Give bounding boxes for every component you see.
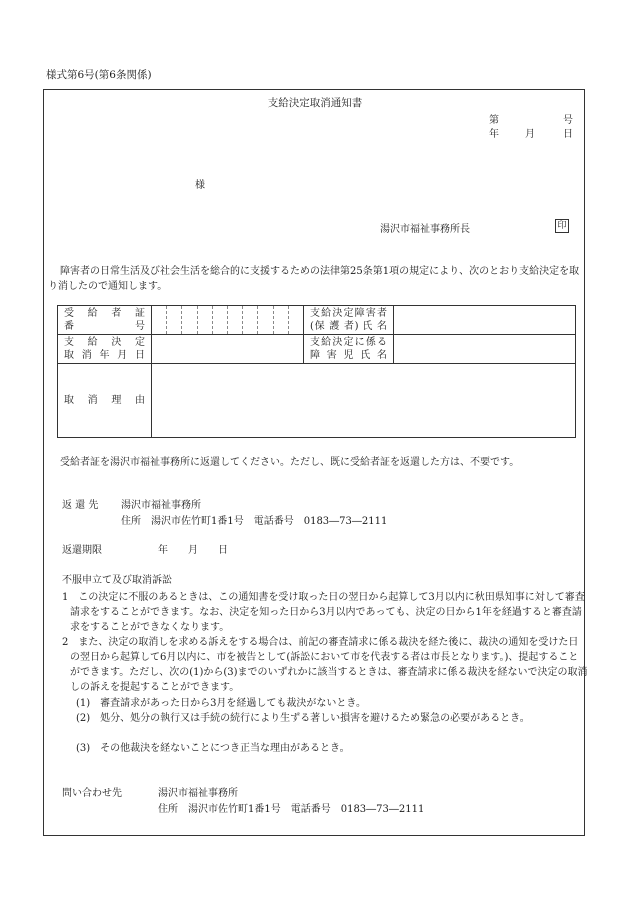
cancel-reason-label-text: 取 消 理 由 — [64, 395, 145, 406]
disabled-person-name-value[interactable] — [394, 306, 576, 335]
recipient-number-label-line2: 番 号 — [64, 321, 145, 332]
cancel-reason-value[interactable] — [152, 364, 576, 438]
disabled-person-label-line1: 支給決定障害者 — [310, 308, 387, 319]
date-year: 年 — [489, 129, 499, 140]
document-title: 支給決定取消通知書 — [267, 97, 363, 109]
cancel-date-label — [58, 335, 152, 364]
addressee-honorific: 様 — [195, 180, 205, 191]
seal-stamp-box: 印 — [555, 219, 569, 233]
child-name-label-line1: 支給決定に係る — [310, 337, 387, 348]
appeal-subitem-1: (1) 審査請求があった日から3月を経過しても裁決がないとき。 — [76, 698, 367, 709]
contact-address: 住所 湯沢市佐竹町1番1号 電話番号 0183―73―2111 — [158, 804, 425, 815]
appeal-title: 不服申立て及び取消訴訟 — [62, 575, 172, 586]
return-to-address: 住所 湯沢市佐竹町1番1号 電話番号 0183―73―2111 — [121, 516, 388, 527]
cancel-reason-label — [58, 364, 152, 438]
child-name-label — [304, 335, 394, 364]
child-name-label-line2: 障 害 児 氏 名 — [310, 350, 387, 361]
issuer-name: 湯沢市福祉事務所長 — [380, 224, 470, 235]
date-month: 月 — [525, 129, 535, 140]
number-prefix: 第 — [489, 115, 499, 126]
recipient-number-cells[interactable] — [152, 306, 304, 335]
contact-label: 問い合わせ先 — [62, 788, 122, 799]
appeal-item-1: 1 この決定に不服のあるときは、この通知書を受け取った日の翌日から起算して3月以内に秋田県知事に対して審査請求をすることができます。なお、決定を知った日から3月以内であっても、決定の日から1年を経過すると審査請求をすることができなくなります。 — [62, 592, 585, 633]
recipient-number-label-line1: 受 給 者 証 — [64, 308, 145, 319]
return-to-name: 湯沢市福祉事務所 — [121, 500, 201, 511]
recipient-number-label — [58, 306, 152, 335]
appeal-item-2: 2 また、決定の取消しを求める訴えをする場合は、前記の審査請求に係る裁決を経た後に、裁決の通知を受けた日の翌日から起算して6月以内に、市を被告として(訴訟において市を代表する者は市長となります。)、提起することができます。ただし、次の(1)から(3)までのいずれかに該当するときは、審査請求に係る裁決を経ないで決定の取消しの訴えを提起することができます。 — [62, 637, 588, 693]
date-day: 日 — [563, 129, 573, 140]
number-suffix: 号 — [563, 115, 573, 126]
intro-paragraph: 障害者の日常生活及び社会生活を総合的に支援するための法律第25条第1項の規定により、次のとおり支給決定を取り消したので通知します。 — [48, 266, 580, 292]
contact-name: 湯沢市福祉事務所 — [158, 788, 238, 799]
appeal-subitem-3: (3) その他裁決を経ないことにつき正当な理由があるとき。 — [76, 743, 350, 754]
cancel-date-value[interactable] — [152, 335, 304, 364]
deadline-date: 年 月 日 — [158, 545, 228, 556]
return-notice-paragraph: 受給者証を湯沢市福祉事務所に返還してください。ただし、既に受給者証を返還した方は、不要です。 — [60, 457, 520, 468]
cancel-date-label-line1: 支 給 決 定 — [64, 337, 145, 348]
recipient-info-table — [57, 305, 576, 438]
cancel-date-label-line2: 取 消 年 月 日 — [64, 350, 145, 361]
appeal-subitem-2: (2) 処分、処分の執行又は手続の続行により生ずる著しい損害を避けるため緊急の必要があるとき。 — [76, 713, 530, 724]
return-to-label: 返 還 先 — [62, 500, 99, 511]
disabled-person-label — [304, 306, 394, 335]
disabled-person-label-line2: (保 護 者) 氏 名 — [310, 321, 387, 332]
deadline-label: 返還期限 — [62, 545, 102, 556]
form-number-label: 様式第6号(第6条関係) — [46, 69, 152, 81]
child-name-value[interactable] — [394, 335, 576, 364]
